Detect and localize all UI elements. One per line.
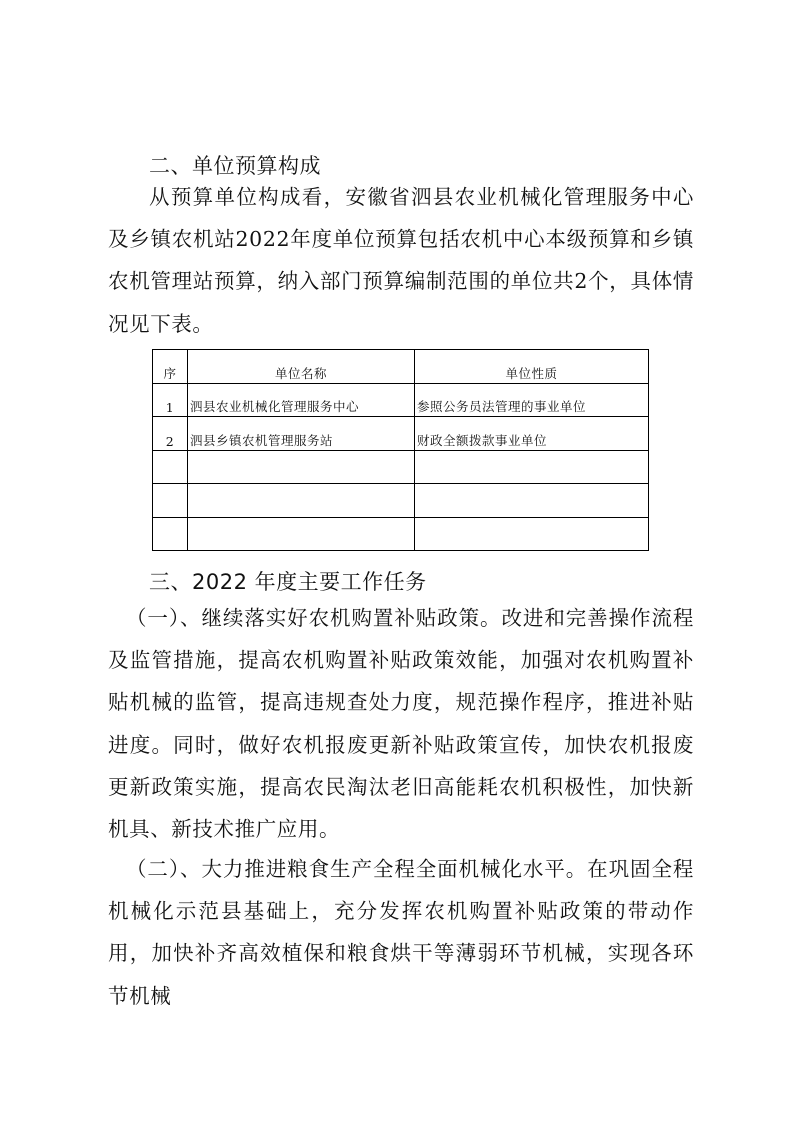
table-cell-unit-name [188,517,415,551]
section-heading-unit-composition: 二、单位预算构成 [149,154,321,178]
table-row [153,484,649,518]
table-cell-unit-name [188,450,415,484]
table-cell-seq: 1 [153,383,188,417]
table-cell-unit-type [415,450,649,484]
unit-composition-paragraph: 从预算单位构成看，安徽省泗县农业机械化管理服务中心及乡镇农机站2022年度单位预算包括农机中心本级预算和乡镇农机管理站预算，纳入部门预算编制范围的单位共2个，具体情况见下表。 [108,185,694,336]
table-cell-unit-name [188,484,415,518]
table-cell-unit-name: 泗县乡镇农机管理服务站 [188,417,415,451]
task-paragraph-subsidy-policy: （一）、继续落实好农机购置补贴政策。改进和完善操作流程及监管措施，提高农机购置补贴政策效能，加强对农机购置补贴机械的监管，提高违规查处力度，规范操作程序，推进补贴进度。同时，做好农机报废更新补贴政策宣传，加快农机报废更新政策实施，提高农民淘汰老旧高能耗农机积极性，加快新机具、新技术推广应用。 [108,606,694,842]
task-paragraph-mechanization: （二）、大力推进粮食生产全程全面机械化水平。在巩固全程机械化示范县基础上，充分发挥农机购置补贴政策的带动作用，加快补齐高效植保和粮食烘干等薄弱环节机械，实现各环节机械 [108,857,694,1008]
table-header-seq: 序 [153,350,188,384]
budget-units-table [152,349,649,551]
table-cell-unit-type [415,484,649,518]
section-heading-main-tasks: 三、2022 年度主要工作任务 [149,570,427,594]
table-row [153,417,649,451]
table-cell-seq [153,450,188,484]
table-cell-seq: 2 [153,417,188,451]
table-header-unit-name: 单位名称 [188,350,415,384]
table-cell-unit-type [415,517,649,551]
table-cell-seq [153,517,188,551]
table-cell-unit-type: 参照公务员法管理的事业单位 [415,383,649,417]
table-cell-seq [153,484,188,518]
table-header-row [153,350,649,384]
table-row [153,383,649,417]
table-row [153,517,649,551]
table-cell-unit-name: 泗县农业机械化管理服务中心 [188,383,415,417]
table-cell-unit-type: 财政全额拨款事业单位 [415,417,649,451]
table-row [153,450,649,484]
table-header-unit-type: 单位性质 [415,350,649,384]
